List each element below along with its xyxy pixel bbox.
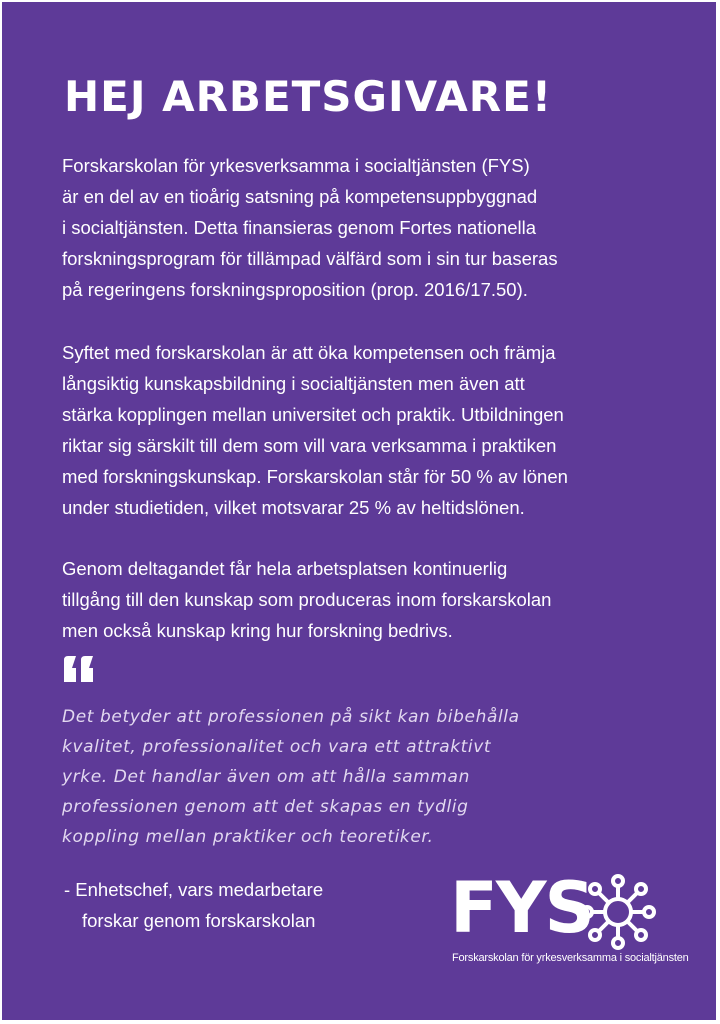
paragraph-line: tillgång till den kunskap som produceras inom forskarskolan <box>62 589 552 610</box>
quote-line: koppling mellan praktiker och teoretiker. <box>62 827 434 847</box>
paragraph-line: i socialtjänsten. Detta finansieras genom Fortes nationella <box>62 217 537 238</box>
network-node-icon <box>578 872 658 952</box>
logo-tagline: Forskarskolan för yrkesverksamma i socialtjänsten <box>452 952 689 964</box>
quote-line: kvalitet, professionalitet och vara ett attraktivt <box>62 737 492 757</box>
paragraph-line: långsiktig kunskapsbildning i socialtjänsten men även att <box>62 373 525 394</box>
paragraph-line: Syftet med forskarskolan är att öka kompetensen och främja <box>62 342 556 363</box>
logo-letters: FYS <box>450 867 593 949</box>
attribution-line: forskar genom forskarskolan <box>82 910 316 931</box>
paragraph-line: på regeringens forskningsproposition (prop. 2016/17.50). <box>62 279 528 300</box>
quote-line: professionen genom att det skapas en tydlig <box>62 797 469 817</box>
paragraph-3 <box>62 553 662 646</box>
paragraph-line: stärka kopplingen mellan universitet och praktik. Utbildningen <box>62 404 564 425</box>
paragraph-line: Forskarskolan för yrkesverksamma i socialtjänsten (FYS) <box>62 155 530 176</box>
paragraph-line: under studietiden, vilket motsvarar 25 % av heltidslönen. <box>62 497 525 518</box>
paragraph-1 <box>62 150 662 305</box>
paragraph-2 <box>62 337 662 523</box>
testimonial-quote <box>62 702 622 852</box>
paragraph-line: med forskningskunskap. Forskarskolan står för 50 % av lönen <box>62 466 568 487</box>
paragraph-line: riktar sig särskilt till dem som vill vara verksamma i praktiken <box>62 435 557 456</box>
paragraph-line: forskningsprogram för tillämpad välfärd som i sin tur baseras <box>62 248 558 269</box>
fys-logo <box>450 867 689 974</box>
attribution-line: - Enhetschef, vars medarbetare <box>64 879 324 900</box>
paragraph-line: men också kunskap kring hur forskning bedrivs. <box>62 620 453 641</box>
quote-attribution <box>64 874 323 936</box>
quote-line: yrke. Det handlar även om att hålla samman <box>62 767 470 787</box>
headline: HEJ ARBETSGIVARE! <box>64 72 552 121</box>
paragraph-line: Genom deltagandet får hela arbetsplatsen kontinuerlig <box>62 558 508 579</box>
purple-panel <box>2 2 716 1020</box>
paragraph-line: är en del av en tioårig satsning på kompetensuppbyggnad <box>62 186 538 207</box>
quote-mark-icon <box>62 652 98 688</box>
quote-line: Det betyder att professionen på sikt kan bibehålla <box>62 707 520 727</box>
